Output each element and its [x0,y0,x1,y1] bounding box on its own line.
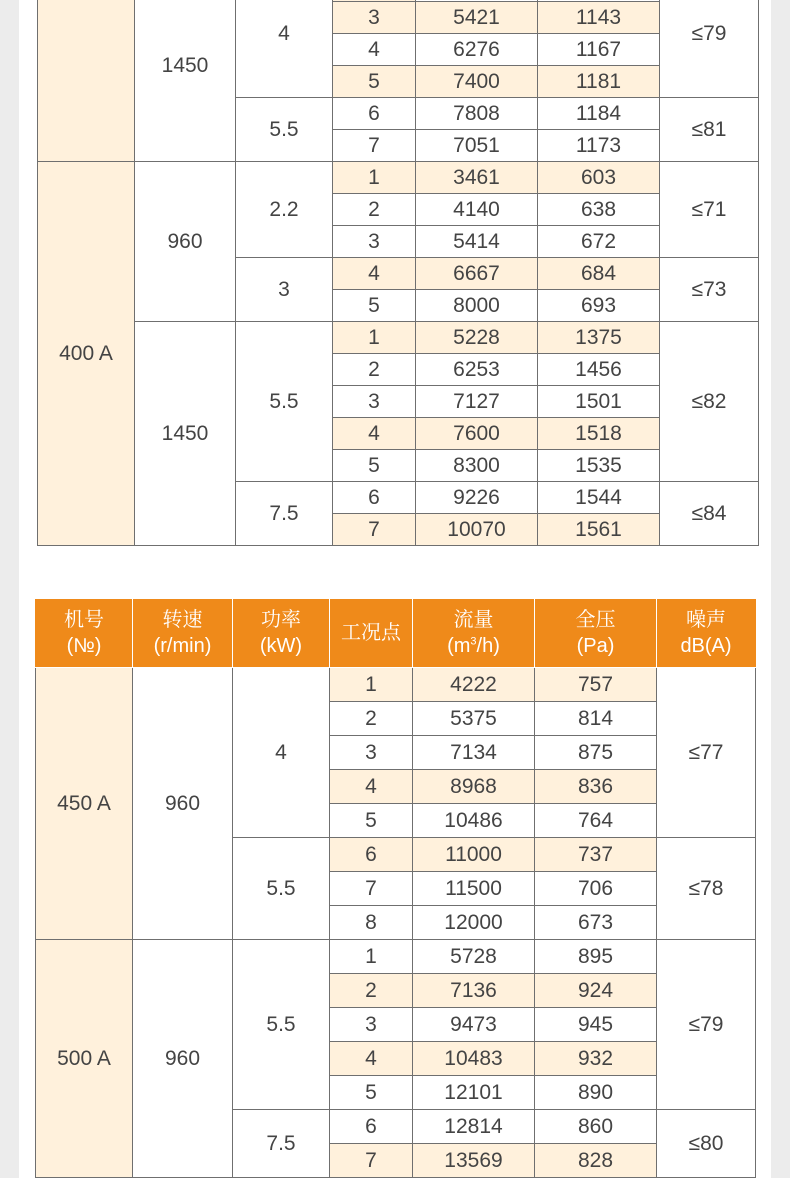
point-cell: 4 [333,34,416,66]
flow-cell: 8968 [413,770,535,804]
noise-cell: ≤73 [660,258,759,322]
noise-cell: ≤77 [657,668,756,838]
pressure-cell: 1518 [538,418,660,450]
pressure-cell: 828 [535,1144,657,1178]
point-cell: 3 [333,226,416,258]
pressure-cell: 860 [535,1110,657,1144]
point-cell: 1 [333,162,416,194]
header-speed-label: 转速 [162,609,203,631]
point-cell: 3 [333,386,416,418]
noise-cell: ≤80 [657,1110,756,1178]
point-cell: 8 [330,906,413,940]
model-cell: 400 A [38,162,135,546]
power-cell: 7.5 [236,482,333,546]
pressure-cell: 836 [535,770,657,804]
point-cell: 2 [333,194,416,226]
point-cell: 4 [333,418,416,450]
flow-cell: 9473 [413,1008,535,1042]
pressure-cell: 1143 [538,2,660,34]
table-row [38,162,759,194]
point-cell: 2 [330,974,413,1008]
header-point [330,599,413,668]
fan-spec-table [35,599,756,1178]
pressure-cell: 1501 [538,386,660,418]
pressure-cell: 693 [538,290,660,322]
pressure-cell: 603 [538,162,660,194]
header-model-label: 机号 [64,609,104,631]
pressure-cell: 1167 [538,34,660,66]
point-cell: 2 [333,354,416,386]
point-cell: 5 [333,290,416,322]
flow-cell: 4140 [416,194,538,226]
point-cell: 5 [333,66,416,98]
pressure-cell: 1535 [538,450,660,482]
flow-cell: 11000 [413,838,535,872]
point-cell: 6 [333,482,416,514]
header-pressure-label: 全压 [575,609,616,631]
flow-unit-pre: (m [447,635,471,657]
flow-cell: 12814 [413,1110,535,1144]
header-model-unit: (№) [66,635,102,657]
header-pressure-unit: (Pa) [576,635,615,657]
table-header-row [36,599,756,668]
point-cell: 3 [330,1008,413,1042]
header-noise-label: 噪声 [686,609,726,631]
flow-cell: 5728 [413,940,535,974]
pressure-cell: 673 [535,906,657,940]
point-cell: 4 [330,1042,413,1076]
header-flow [413,599,535,668]
table-row [38,322,759,354]
pressure-cell: 945 [535,1008,657,1042]
header-speed-unit: (r/min) [153,635,212,657]
pressure-cell: 737 [535,838,657,872]
power-cell: 5.5 [236,98,333,162]
power-cell: 2.2 [236,162,333,258]
power-cell: 5.5 [236,322,333,482]
point-cell: 5 [333,450,416,482]
noise-cell: ≤78 [657,838,756,940]
pressure-cell: 684 [538,258,660,290]
pressure-cell: 924 [535,974,657,1008]
point-cell: 7 [333,130,416,162]
speed-cell: 960 [133,668,233,940]
header-point-label: 工况点 [341,622,401,644]
pressure-cell: 1456 [538,354,660,386]
noise-cell: ≤79 [660,0,759,98]
model-cell: 450 A [36,668,133,940]
header-flow-unit [413,633,534,659]
point-cell: 6 [330,1110,413,1144]
flow-cell: 7134 [413,736,535,770]
header-noise-unit: dB(A) [680,635,732,657]
flow-cell: 10070 [416,514,538,546]
pressure-cell: 638 [538,194,660,226]
noise-cell: ≤81 [660,98,759,162]
flow-cell: 13569 [413,1144,535,1178]
flow-cell: 7051 [416,130,538,162]
point-cell: 5 [330,1076,413,1110]
flow-cell: 5414 [416,226,538,258]
flow-cell: 7127 [416,386,538,418]
power-cell: 3 [236,258,333,322]
point-cell: 1 [333,322,416,354]
flow-unit-sup: 3 [470,635,477,648]
pressure-cell: 875 [535,736,657,770]
power-cell: 4 [236,0,333,98]
point-cell: 1 [330,940,413,974]
pressure-cell: 890 [535,1076,657,1110]
pressure-cell: 1375 [538,322,660,354]
flow-cell: 9226 [416,482,538,514]
pressure-cell: 895 [535,940,657,974]
flow-cell: 6253 [416,354,538,386]
noise-cell: ≤79 [657,940,756,1110]
point-cell: 2 [330,702,413,736]
power-cell: 4 [233,668,330,838]
noise-cell: ≤82 [660,322,759,482]
header-flow-label: 流量 [453,609,494,631]
header-power-unit: (kW) [259,635,303,657]
speed-cell: 1450 [135,322,236,546]
flow-cell: 6276 [416,34,538,66]
pressure-cell: 1173 [538,130,660,162]
point-cell: 6 [333,98,416,130]
pressure-cell: 1544 [538,482,660,514]
point-cell: 7 [333,514,416,546]
point-cell: 3 [330,736,413,770]
noise-cell: ≤84 [660,482,759,546]
model-cell [38,0,135,162]
header-speed [133,599,233,668]
power-cell: 5.5 [233,838,330,940]
speed-cell: 1450 [135,0,236,162]
header-power-label: 功率 [261,609,301,631]
flow-cell: 8000 [416,290,538,322]
speed-cell: 960 [135,162,236,322]
flow-cell: 5375 [413,702,535,736]
flow-unit-post: /h) [476,635,500,657]
pressure-cell: 672 [538,226,660,258]
pressure-cell: 1181 [538,66,660,98]
pressure-cell: 1184 [538,98,660,130]
pressure-cell: 706 [535,872,657,906]
point-cell: 4 [330,770,413,804]
pressure-cell: 764 [535,804,657,838]
table-row [36,668,756,702]
pressure-cell: 814 [535,702,657,736]
flow-cell: 7600 [416,418,538,450]
fan-spec-table-continued [37,0,759,546]
point-cell: 7 [330,872,413,906]
table-row [36,940,756,974]
point-cell: 6 [330,838,413,872]
power-cell: 5.5 [233,940,330,1110]
flow-cell: 12000 [413,906,535,940]
header-power [233,599,330,668]
pressure-cell: 757 [535,668,657,702]
flow-cell: 5421 [416,2,538,34]
point-cell: 7 [330,1144,413,1178]
flow-cell: 10483 [413,1042,535,1076]
noise-cell: ≤71 [660,162,759,258]
flow-cell: 12101 [413,1076,535,1110]
flow-cell: 7136 [413,974,535,1008]
flow-cell: 5228 [416,322,538,354]
point-cell: 1 [330,668,413,702]
flow-cell: 7400 [416,66,538,98]
header-pressure [535,599,657,668]
flow-cell: 3461 [416,162,538,194]
flow-cell: 6667 [416,258,538,290]
header-model [36,599,133,668]
pressure-cell: 932 [535,1042,657,1076]
flow-cell: 7808 [416,98,538,130]
flow-cell: 11500 [413,872,535,906]
flow-cell: 10486 [413,804,535,838]
header-noise [657,599,756,668]
model-cell: 500 A [36,940,133,1178]
pressure-cell: 1561 [538,514,660,546]
speed-cell: 960 [133,940,233,1178]
point-cell: 5 [330,804,413,838]
power-cell: 7.5 [233,1110,330,1178]
point-cell: 4 [333,258,416,290]
flow-cell: 4222 [413,668,535,702]
flow-cell: 8300 [416,450,538,482]
point-cell: 3 [333,2,416,34]
